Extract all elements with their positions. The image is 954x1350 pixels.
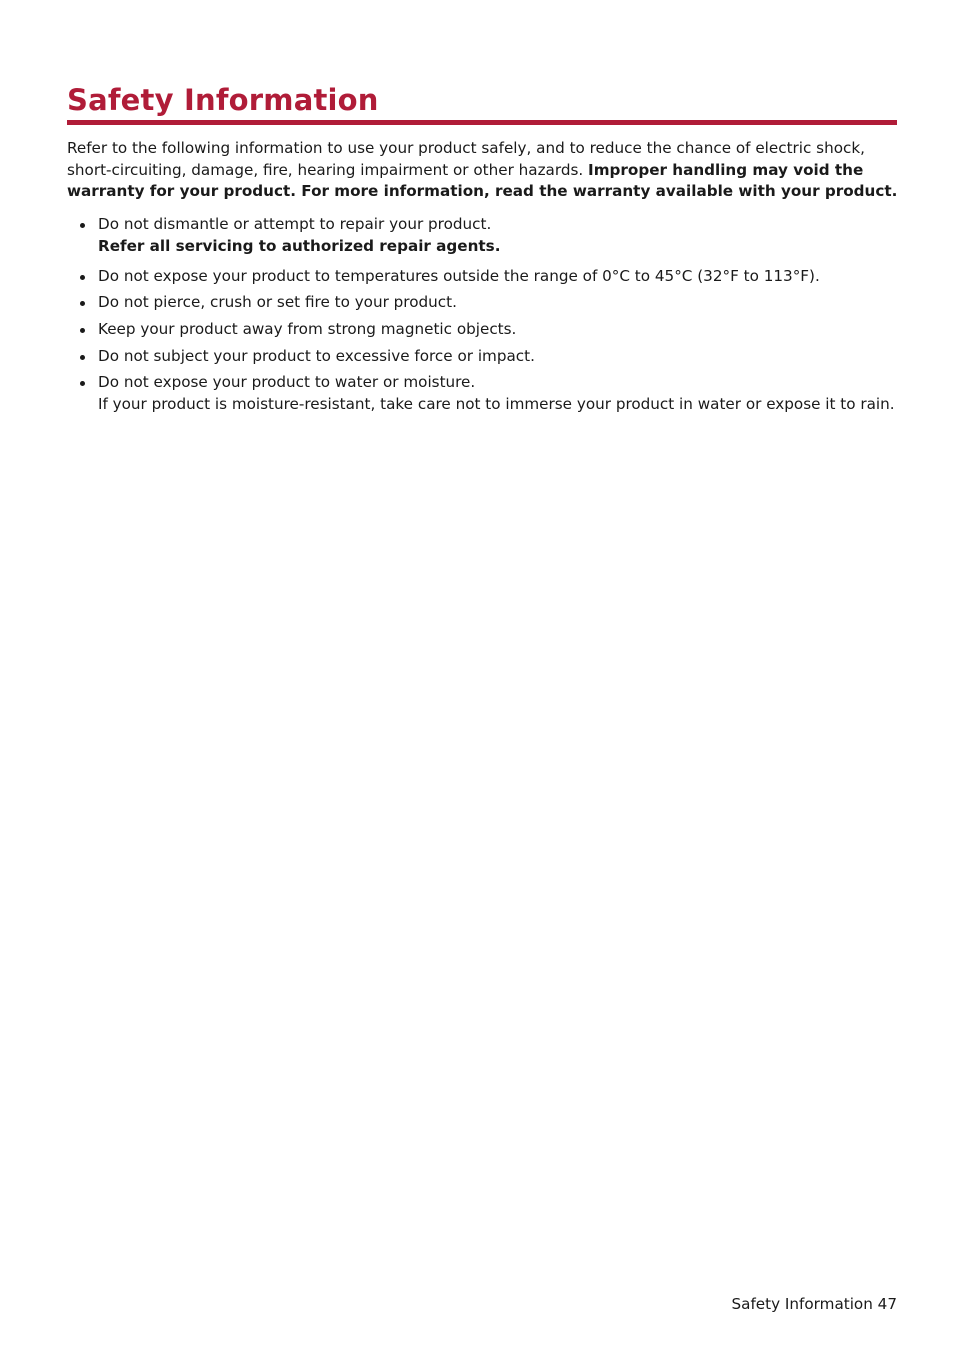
list-item-text: Do not expose your product to temperatures outside the range of 0°C to 45°C (32°F to 113°F). <box>98 266 820 285</box>
page-title: Safety Information <box>67 83 379 117</box>
footer-section-title: Safety Information <box>731 1295 873 1313</box>
list-item <box>67 266 899 288</box>
bullet-icon <box>80 223 85 228</box>
title-divider <box>67 120 897 125</box>
list-item <box>67 346 899 368</box>
bullet-icon <box>80 381 85 386</box>
page-content <box>67 80 899 421</box>
list-item-note: If your product is moisture-resistant, take care not to immerse your product in water or expose it to rain. <box>98 395 895 414</box>
page-number: 47 <box>877 1295 897 1313</box>
bullet-icon <box>80 301 85 306</box>
intro-paragraph <box>67 138 899 203</box>
list-item-text: Do not expose your product to water or moisture. <box>98 373 476 392</box>
list-item-text: Do not pierce, crush or set fire to your product. <box>98 293 457 312</box>
bullet-icon <box>80 355 85 360</box>
bullet-icon <box>80 275 85 280</box>
bullet-icon <box>80 328 85 333</box>
list-item-note: Refer all servicing to authorized repair agents. <box>98 236 501 255</box>
intro-warning: Improper handling may void the warranty for your product. For more information, read the warranty available with your product. <box>67 160 898 201</box>
page-footer <box>732 1293 897 1315</box>
safety-list <box>67 214 899 416</box>
list-item <box>67 292 899 314</box>
list-item <box>67 319 899 341</box>
intro-text: Refer to the following information to use your product safely, and to reduce the chance of electric shock, short-circuiting, damage, fire, hearing impairment or other hazards. <box>67 139 865 179</box>
list-item-text: Do not dismantle or attempt to repair your product. <box>98 215 492 234</box>
list-item <box>67 372 899 415</box>
list-item-text: Keep your product away from strong magnetic objects. <box>98 319 517 338</box>
list-item-text: Do not subject your product to excessive force or impact. <box>98 346 535 365</box>
list-item <box>67 214 899 257</box>
